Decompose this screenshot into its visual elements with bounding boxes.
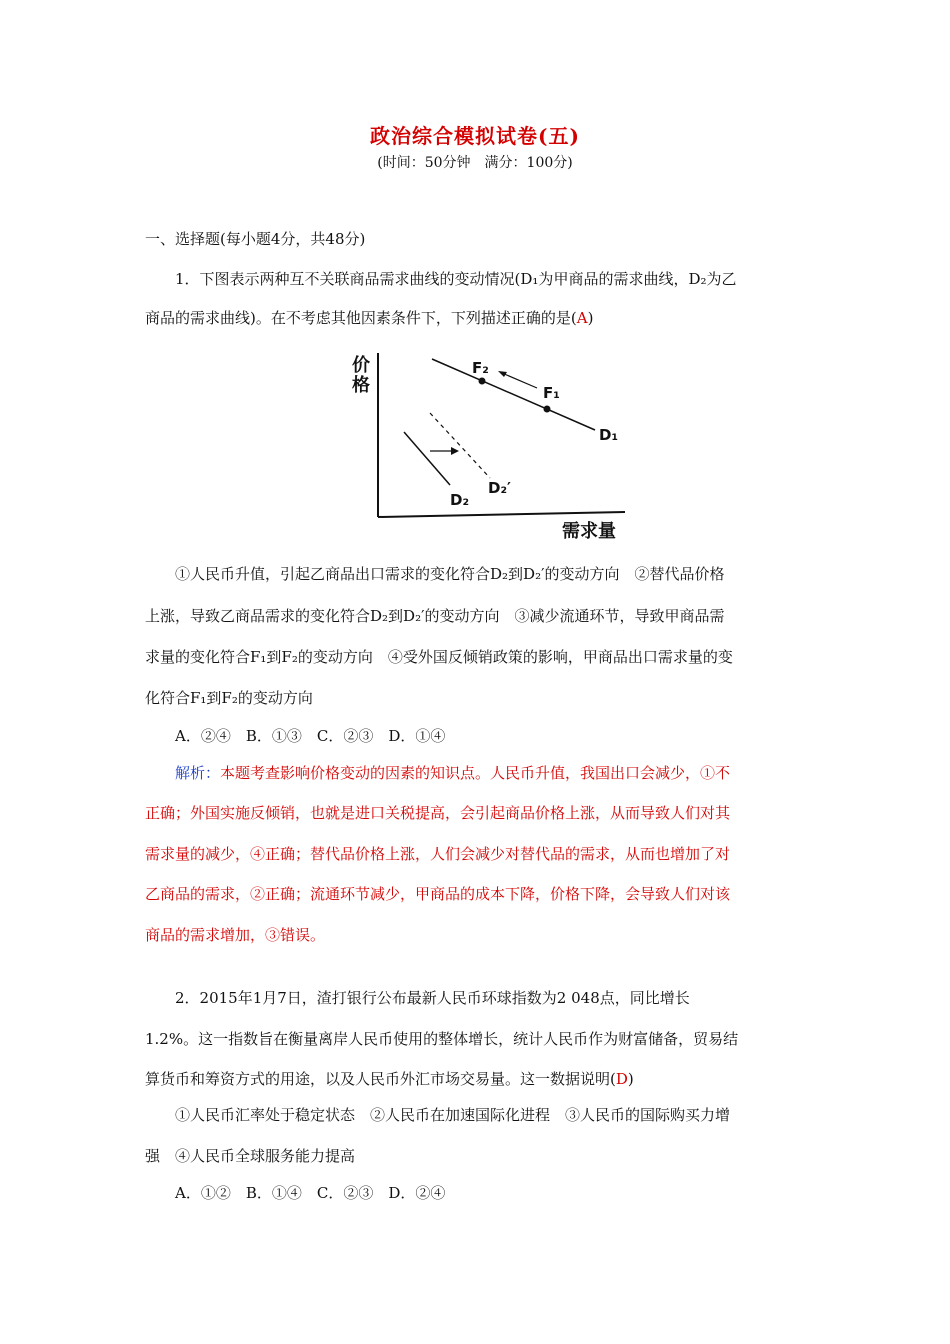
demand-curve-svg bbox=[340, 345, 640, 545]
page-subtitle: (时间：50分钟 满分：100分) bbox=[377, 155, 573, 171]
q1-analysis-line3: 需求量的减少，④正确；替代品价格上涨，人们会减少对替代品的需求，从而也增加了对 bbox=[145, 845, 731, 863]
q2-stem-close: ) bbox=[627, 1070, 634, 1088]
q1-analysis-line1 bbox=[175, 762, 815, 783]
q2-options: A．①② B．①④ C．②③ D．②④ bbox=[175, 1184, 446, 1202]
q1-stem-close: ) bbox=[587, 309, 594, 327]
d2-prime-curve bbox=[430, 413, 490, 478]
q1-statement-line3: 求量的变化符合F₁到F₂的变动方向 ④受外国反倾销政策的影响，甲商品出口需求量的变 bbox=[145, 648, 733, 666]
q1-analysis-line2: 正确；外国实施反倾销，也就是进口关税提高，会引起商品价格上涨，从而导致人们对其 bbox=[145, 804, 731, 822]
f1-to-f2-arrowhead bbox=[498, 371, 507, 377]
q1-stem-line1: 1．下图表示两种互不关联商品需求曲线的变动情况(D₁为甲商品的需求曲线，D₂为乙 bbox=[175, 270, 737, 288]
q1-stem-text: 商品的需求曲线)。在不考虑其他因素条件下，下列描述正确的是( bbox=[145, 309, 577, 327]
d2-prime-label: D₂′ bbox=[488, 479, 511, 497]
q1-statement-line1: ①人民币升值，引起乙商品出口需求的变化符合D₂到D₂′的变动方向 ②替代品价格 bbox=[175, 565, 725, 583]
q1-statement-line2: 上涨，导致乙商品需求的变化符合D₂到D₂′的变动方向 ③减少流通环节，导致甲商品需 bbox=[145, 607, 725, 625]
q2-answer: D bbox=[615, 1070, 628, 1088]
q2-stem-line1: 2．2015年1月7日，渣打银行公布最新人民币环球指数为2 048点，同比增长 bbox=[175, 989, 690, 1007]
f1-point bbox=[544, 406, 551, 413]
f2-label: F₂ bbox=[472, 359, 489, 377]
d1-label: D₁ bbox=[599, 426, 619, 444]
analysis-label: 解析： bbox=[175, 764, 221, 782]
section-heading: 一、选择题(每小题4分，共48分) bbox=[145, 230, 366, 248]
q1-options: A．②④ B．①③ C．②③ D．①④ bbox=[175, 727, 446, 745]
y-axis-label-2: 格 bbox=[352, 375, 370, 396]
d1-curve bbox=[432, 359, 595, 430]
q1-stem-line2 bbox=[145, 307, 815, 328]
analysis-text-1: 本题考查影响价格变动的因素的知识点。人民币升值，我国出口会减少，①不 bbox=[220, 764, 731, 782]
q1-statement-line4: 化符合F₁到F₂的变动方向 bbox=[145, 689, 313, 707]
x-axis-label: 需求量 bbox=[562, 521, 616, 542]
q2-stem-line3 bbox=[145, 1068, 815, 1089]
q2-statement-line1: ①人民币汇率处于稳定状态 ②人民币在加速国际化进程 ③人民币的国际购买力增 bbox=[175, 1106, 731, 1124]
q2-statement-line2: 强 ④人民币全球服务能力提高 bbox=[145, 1147, 356, 1165]
q1-analysis-line5: 商品的需求增加，③错误。 bbox=[145, 926, 326, 944]
d2-shift-arrowhead bbox=[451, 447, 459, 455]
f2-point bbox=[479, 378, 486, 385]
page-title: 政治综合模拟试卷(五) bbox=[370, 124, 580, 148]
q2-stem-text: 算货币和筹资方式的用途，以及人民币外汇市场交易量。这一数据说明( bbox=[145, 1070, 616, 1088]
q1-analysis-line4: 乙商品的需求，②正确；流通环节减少，甲商品的成本下降，价格下降，会导致人们对该 bbox=[145, 885, 731, 903]
f1-to-f2-arrow bbox=[502, 373, 537, 388]
d2-label: D₂ bbox=[450, 491, 470, 509]
f1-label: F₁ bbox=[543, 384, 560, 402]
q1-answer: A bbox=[576, 309, 588, 327]
y-axis-label-1: 价 bbox=[352, 355, 370, 376]
q2-stem-line2: 1.2%。这一指数旨在衡量离岸人民币使用的整体增长，统计人民币作为财富储备，贸易结 bbox=[145, 1030, 739, 1048]
demand-curve-figure bbox=[340, 345, 640, 545]
d2-curve bbox=[404, 432, 450, 485]
x-axis bbox=[378, 512, 625, 517]
